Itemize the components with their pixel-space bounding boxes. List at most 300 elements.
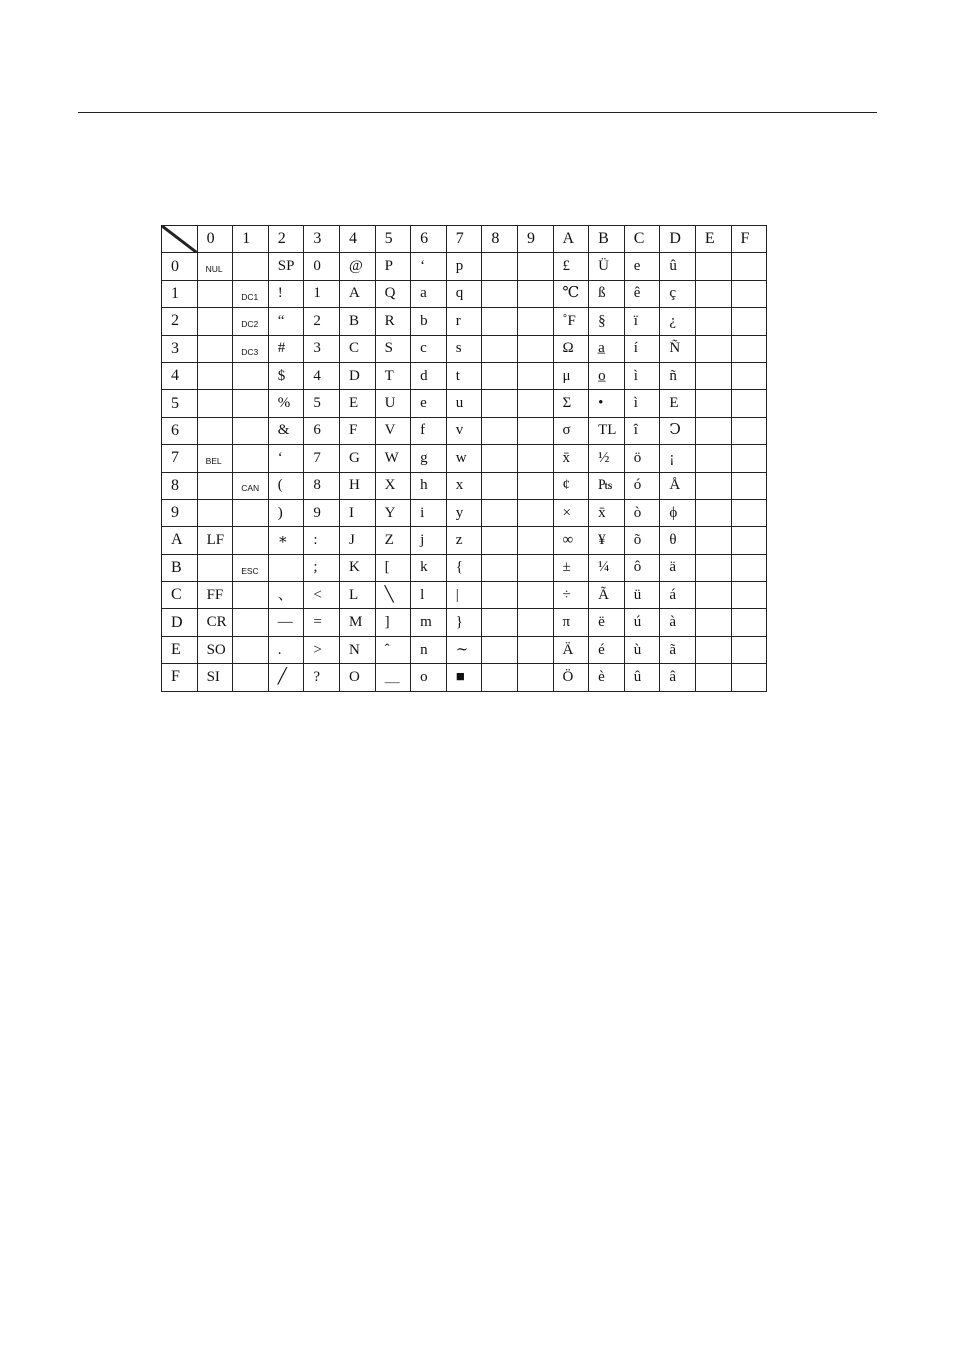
- table-cell: 4: [304, 362, 340, 389]
- table-cell: ú: [624, 609, 660, 636]
- table-cell: [517, 253, 553, 280]
- table-cell: [233, 582, 269, 609]
- column-header: 6: [411, 226, 447, 253]
- column-header: 9: [517, 226, 553, 253]
- table-cell: ë: [589, 609, 625, 636]
- table-cell: u: [446, 390, 482, 417]
- table-cell: :: [304, 527, 340, 554]
- table-cell: B: [339, 308, 375, 335]
- table-cell: a: [411, 280, 447, 307]
- table-cell: ¡: [660, 445, 696, 472]
- table-cell: [695, 335, 731, 362]
- column-header: 3: [304, 226, 340, 253]
- table-cell: [233, 664, 269, 691]
- table-cell: [482, 335, 518, 362]
- table-cell: <: [304, 582, 340, 609]
- table-cell: ¢: [553, 472, 589, 499]
- table-cell: [731, 445, 767, 472]
- table-cell: Ö: [553, 664, 589, 691]
- table-cell: DC3: [233, 335, 269, 362]
- table-cell: [731, 527, 767, 554]
- table-cell: G: [339, 445, 375, 472]
- table-cell: ╲: [375, 582, 411, 609]
- table-cell: Ↄ: [660, 417, 696, 444]
- row-header: A: [162, 527, 198, 554]
- table-row: [162, 472, 767, 499]
- table-cell: ê: [624, 280, 660, 307]
- table-cell: t: [446, 362, 482, 389]
- table-cell: [233, 609, 269, 636]
- table-cell: [517, 472, 553, 499]
- column-header: 4: [339, 226, 375, 253]
- table-cell: [695, 417, 731, 444]
- table-row: [162, 527, 767, 554]
- table-cell: %: [268, 390, 304, 417]
- table-cell: ;: [304, 554, 340, 581]
- table-cell: [: [375, 554, 411, 581]
- table-cell: §: [589, 308, 625, 335]
- table-cell: ×: [553, 499, 589, 526]
- table-cell: [731, 280, 767, 307]
- table-cell: !: [268, 280, 304, 307]
- table-cell: ã: [660, 636, 696, 663]
- table-cell: SI: [197, 664, 233, 691]
- table-cell: }: [446, 609, 482, 636]
- table-cell: o: [411, 664, 447, 691]
- table-cell: e: [624, 253, 660, 280]
- table-cell: [197, 417, 233, 444]
- column-header: 5: [375, 226, 411, 253]
- table-cell: q: [446, 280, 482, 307]
- table-cell: (: [268, 472, 304, 499]
- table-cell: ∞: [553, 527, 589, 554]
- table-cell: [695, 499, 731, 526]
- table-cell: ‘: [268, 445, 304, 472]
- table-cell: FF: [197, 582, 233, 609]
- table-cell: [517, 582, 553, 609]
- table-cell: 0: [304, 253, 340, 280]
- table-cell: à: [660, 609, 696, 636]
- table-cell: [482, 253, 518, 280]
- table-cell: [695, 582, 731, 609]
- table-cell: á: [660, 582, 696, 609]
- row-header: 8: [162, 472, 198, 499]
- table-cell: Å: [660, 472, 696, 499]
- table-cell: ∼: [446, 636, 482, 663]
- table-cell: â: [660, 664, 696, 691]
- table-cell: [695, 664, 731, 691]
- table-cell: û: [624, 664, 660, 691]
- table-cell: [517, 636, 553, 663]
- table-cell: 2: [304, 308, 340, 335]
- table-cell: ϕ: [660, 499, 696, 526]
- column-header: 0: [197, 226, 233, 253]
- table-cell: [482, 280, 518, 307]
- table-cell: [197, 472, 233, 499]
- table-cell: [517, 335, 553, 362]
- table-cell: [482, 362, 518, 389]
- row-header: E: [162, 636, 198, 663]
- row-header: 0: [162, 253, 198, 280]
- table-cell: o̲: [589, 362, 625, 389]
- table-cell: Q: [375, 280, 411, 307]
- table-cell: [517, 554, 553, 581]
- table-cell: [731, 609, 767, 636]
- table-cell: [695, 390, 731, 417]
- row-header: 9: [162, 499, 198, 526]
- table-cell: z: [446, 527, 482, 554]
- table-cell: ₧: [589, 472, 625, 499]
- table-cell: Ω: [553, 335, 589, 362]
- table-cell: ¿: [660, 308, 696, 335]
- table-cell: [517, 308, 553, 335]
- table-cell: O: [339, 664, 375, 691]
- table-cell: r: [446, 308, 482, 335]
- table-cell: [233, 445, 269, 472]
- table-cell: [233, 499, 269, 526]
- table-cell: [233, 362, 269, 389]
- table-cell: Ã: [589, 582, 625, 609]
- table-cell: ì: [624, 362, 660, 389]
- table-cell: ô: [624, 554, 660, 581]
- table-cell: ¥: [589, 527, 625, 554]
- table-cell: [482, 664, 518, 691]
- table-row: [162, 280, 767, 307]
- table-cell: =: [304, 609, 340, 636]
- table-cell: &: [268, 417, 304, 444]
- character-code-table: [161, 225, 767, 692]
- table-cell: “: [268, 308, 304, 335]
- table-cell: 7: [304, 445, 340, 472]
- table-cell: [695, 445, 731, 472]
- table-cell: ü: [624, 582, 660, 609]
- table-cell: é: [589, 636, 625, 663]
- table-cell: ù: [624, 636, 660, 663]
- table-cell: D: [339, 362, 375, 389]
- row-header: 5: [162, 390, 198, 417]
- table-cell: 3: [304, 335, 340, 362]
- corner-diagonal-cell: [162, 226, 198, 253]
- table-cell: [731, 664, 767, 691]
- table-cell: ñ: [660, 362, 696, 389]
- table-row: [162, 390, 767, 417]
- table-cell: [233, 253, 269, 280]
- table-cell: ß: [589, 280, 625, 307]
- table-cell: ÷: [553, 582, 589, 609]
- table-cell: ä: [660, 554, 696, 581]
- table-cell: m: [411, 609, 447, 636]
- table-cell: Z: [375, 527, 411, 554]
- table-cell: [268, 554, 304, 581]
- table-cell: [482, 554, 518, 581]
- table-cell: H: [339, 472, 375, 499]
- table-cell: [197, 308, 233, 335]
- table-cell: [695, 253, 731, 280]
- table-cell: l: [411, 582, 447, 609]
- table-cell: .: [268, 636, 304, 663]
- table-cell: [731, 335, 767, 362]
- table-cell: ì: [624, 390, 660, 417]
- table-cell: [695, 609, 731, 636]
- table-cell: U: [375, 390, 411, 417]
- table-cell: [517, 664, 553, 691]
- table-cell: N: [339, 636, 375, 663]
- table-cell: [517, 390, 553, 417]
- table-cell: k: [411, 554, 447, 581]
- table-cell: e: [411, 390, 447, 417]
- table-cell: DC2: [233, 308, 269, 335]
- table-cell: [731, 582, 767, 609]
- table-cell: [731, 390, 767, 417]
- table-cell: 5: [304, 390, 340, 417]
- table-cell: TL: [589, 417, 625, 444]
- table-cell: [731, 308, 767, 335]
- table-cell: [482, 609, 518, 636]
- table-cell: Σ: [553, 390, 589, 417]
- table-row: [162, 582, 767, 609]
- table-cell: [695, 472, 731, 499]
- table-cell: [197, 499, 233, 526]
- table-row: [162, 335, 767, 362]
- table-cell: @: [339, 253, 375, 280]
- table-cell: 8: [304, 472, 340, 499]
- table-cell: î: [624, 417, 660, 444]
- table-cell: ]: [375, 609, 411, 636]
- table-row: [162, 636, 767, 663]
- table-cell: [482, 472, 518, 499]
- table-cell: 9: [304, 499, 340, 526]
- table-cell: [482, 417, 518, 444]
- table-cell: h: [411, 472, 447, 499]
- table-row: [162, 308, 767, 335]
- table-cell: >: [304, 636, 340, 663]
- table-cell: y: [446, 499, 482, 526]
- column-header: 7: [446, 226, 482, 253]
- table-cell: j: [411, 527, 447, 554]
- table-row: [162, 664, 767, 691]
- table-cell: b: [411, 308, 447, 335]
- row-header: 3: [162, 335, 198, 362]
- table-cell: [197, 280, 233, 307]
- table-cell: [695, 308, 731, 335]
- table-cell: M: [339, 609, 375, 636]
- table-cell: μ: [553, 362, 589, 389]
- table-row: [162, 445, 767, 472]
- table-cell: [482, 499, 518, 526]
- table-cell: õ: [624, 527, 660, 554]
- column-header: 1: [233, 226, 269, 253]
- table-cell: BEL: [197, 445, 233, 472]
- row-header: B: [162, 554, 198, 581]
- table-cell: S: [375, 335, 411, 362]
- table-cell: π: [553, 609, 589, 636]
- table-cell: [731, 499, 767, 526]
- table-cell: ö: [624, 445, 660, 472]
- table-cell: F: [339, 417, 375, 444]
- row-header: C: [162, 582, 198, 609]
- table-cell: d: [411, 362, 447, 389]
- table-cell: X: [375, 472, 411, 499]
- table-cell: [731, 253, 767, 280]
- row-header: 7: [162, 445, 198, 472]
- table-cell: [695, 636, 731, 663]
- table-cell: [731, 472, 767, 499]
- table-cell: [731, 554, 767, 581]
- table-cell: $: [268, 362, 304, 389]
- table-cell: ■: [446, 664, 482, 691]
- table-cell: ‘: [411, 253, 447, 280]
- table-cell: [233, 636, 269, 663]
- table-cell: [482, 308, 518, 335]
- table-cell: ò: [624, 499, 660, 526]
- table-cell: [695, 527, 731, 554]
- table-cell: [517, 280, 553, 307]
- table-cell: CAN: [233, 472, 269, 499]
- table-cell: [482, 445, 518, 472]
- table-cell: f: [411, 417, 447, 444]
- table-cell: x: [446, 472, 482, 499]
- table-cell: [517, 527, 553, 554]
- table-cell: 6: [304, 417, 340, 444]
- table-cell: I: [339, 499, 375, 526]
- table-cell: ó: [624, 472, 660, 499]
- table-cell: NUL: [197, 253, 233, 280]
- table-cell: s: [446, 335, 482, 362]
- table-cell: [731, 636, 767, 663]
- table-cell: [731, 417, 767, 444]
- table-cell: W: [375, 445, 411, 472]
- table-cell: 1: [304, 280, 340, 307]
- row-header: D: [162, 609, 198, 636]
- table-cell: ç: [660, 280, 696, 307]
- column-header: C: [624, 226, 660, 253]
- table-cell: [482, 390, 518, 417]
- table-cell: [695, 362, 731, 389]
- table-cell: ½: [589, 445, 625, 472]
- table-cell: [695, 554, 731, 581]
- column-header: F: [731, 226, 767, 253]
- table-cell: ˚F: [553, 308, 589, 335]
- column-header: A: [553, 226, 589, 253]
- table-cell: ¼: [589, 554, 625, 581]
- column-header: E: [695, 226, 731, 253]
- table-cell: ＿: [375, 664, 411, 691]
- table-cell: SP: [268, 253, 304, 280]
- column-header-row: [162, 226, 767, 253]
- table-cell: DC1: [233, 280, 269, 307]
- table-cell: ESC: [233, 554, 269, 581]
- column-header: B: [589, 226, 625, 253]
- table-cell: Y: [375, 499, 411, 526]
- column-header: 2: [268, 226, 304, 253]
- table-cell: J: [339, 527, 375, 554]
- table-cell: i: [411, 499, 447, 526]
- table-cell: x̄: [553, 445, 589, 472]
- table-cell: [233, 527, 269, 554]
- table-cell: c: [411, 335, 447, 362]
- table-cell: n: [411, 636, 447, 663]
- table-cell: E: [660, 390, 696, 417]
- table-cell: V: [375, 417, 411, 444]
- table-cell: A: [339, 280, 375, 307]
- column-header: D: [660, 226, 696, 253]
- table-cell: [731, 362, 767, 389]
- header-rule: [78, 112, 877, 113]
- table-cell: è: [589, 664, 625, 691]
- table-cell: L: [339, 582, 375, 609]
- table-cell: LF: [197, 527, 233, 554]
- table-row: [162, 362, 767, 389]
- table-cell: [197, 390, 233, 417]
- table-cell: [517, 445, 553, 472]
- table-cell: 、: [268, 582, 304, 609]
- table-cell: p: [446, 253, 482, 280]
- table-cell: [517, 417, 553, 444]
- table-cell: ˆ: [375, 636, 411, 663]
- table-cell: w: [446, 445, 482, 472]
- table-cell: •: [589, 390, 625, 417]
- table-cell: £: [553, 253, 589, 280]
- table-cell: [482, 636, 518, 663]
- table-cell: [517, 499, 553, 526]
- table-row: [162, 554, 767, 581]
- table-cell: [197, 335, 233, 362]
- table-cell: ±: [553, 554, 589, 581]
- table-cell: #: [268, 335, 304, 362]
- table-row: [162, 253, 767, 280]
- table-cell: T: [375, 362, 411, 389]
- table-cell: SO: [197, 636, 233, 663]
- table-cell: —: [268, 609, 304, 636]
- table-cell: θ: [660, 527, 696, 554]
- table-cell: [233, 417, 269, 444]
- table-cell: C: [339, 335, 375, 362]
- table-cell: [482, 582, 518, 609]
- table-cell: g: [411, 445, 447, 472]
- table-cell: [517, 362, 553, 389]
- table-cell: R: [375, 308, 411, 335]
- table-cell: ?: [304, 664, 340, 691]
- table-cell: [197, 554, 233, 581]
- table-cell: σ: [553, 417, 589, 444]
- table-cell: [517, 609, 553, 636]
- table-cell: ): [268, 499, 304, 526]
- table-cell: P: [375, 253, 411, 280]
- row-header: 1: [162, 280, 198, 307]
- table-cell: CR: [197, 609, 233, 636]
- table-cell: [233, 390, 269, 417]
- table-row: [162, 417, 767, 444]
- table-cell: v: [446, 417, 482, 444]
- row-header: 6: [162, 417, 198, 444]
- table-cell: [482, 527, 518, 554]
- table-cell: a̲: [589, 335, 625, 362]
- table-cell: Ü: [589, 253, 625, 280]
- table-cell: ℃: [553, 280, 589, 307]
- table-cell: û: [660, 253, 696, 280]
- row-header: 4: [162, 362, 198, 389]
- table-row: [162, 609, 767, 636]
- row-header: F: [162, 664, 198, 691]
- table-cell: [695, 280, 731, 307]
- table-cell: K: [339, 554, 375, 581]
- row-header: 2: [162, 308, 198, 335]
- table-cell: Ä: [553, 636, 589, 663]
- table-cell: ╱: [268, 664, 304, 691]
- table-cell: ï: [624, 308, 660, 335]
- table-row: [162, 499, 767, 526]
- table-cell: x̄: [589, 499, 625, 526]
